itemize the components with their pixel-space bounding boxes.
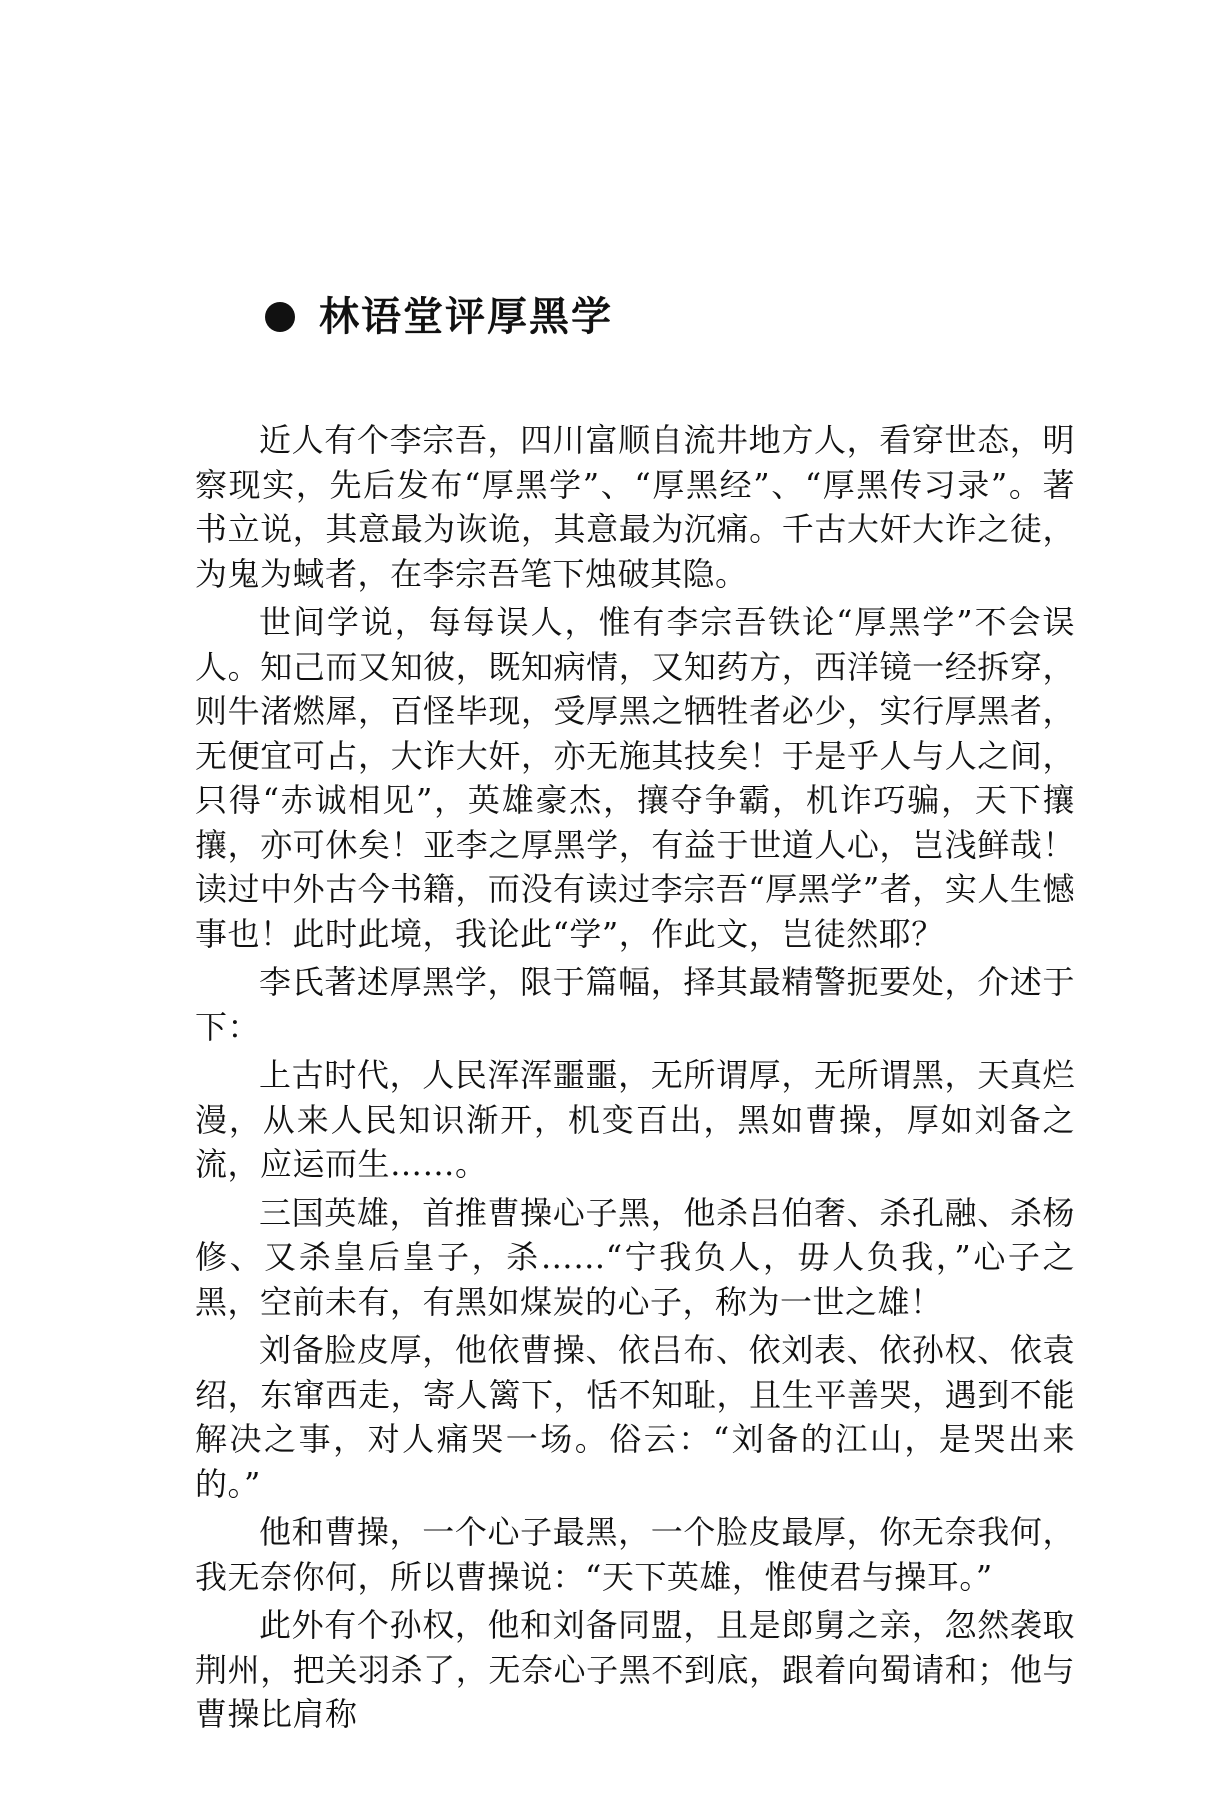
paragraph: 近人有个李宗吾，四川富顺自流井地方人，看穿世态，明察现实，先后发布“厚黑学”、“厚黑经”、“厚黑传习录”。著书立说，其意最为诙诡，其意最为沉痛。千古大奸大诈之徒，为鬼为蜮者，在李宗吾笔下烛破其隐。: [195, 421, 1075, 593]
paragraph: 李氏著述厚黑学，限于篇幅，择其最精警扼要处，介述于下：: [195, 963, 1075, 1046]
paragraph: 他和曹操，一个心子最黑，一个脸皮最厚，你无奈我何，我无奈你何，所以曹操说：“天下英雄，惟使君与操耳。”: [195, 1513, 1075, 1596]
section-heading: [265, 292, 613, 342]
paragraph: 刘备脸皮厚，他依曹操、依吕布、依刘表、依孙权、依袁绍，东窜西走，寄人篱下，恬不知耻，且生平善哭，遇到不能解决之事，对人痛哭一场。俗云：“刘备的江山，是哭出来的。”: [195, 1331, 1075, 1503]
body-text: [195, 418, 1075, 1741]
paragraph: 此外有个孙权，他和刘备同盟，且是郎舅之亲，忽然袭取荆州，把关羽杀了，无奈心子黑不到底，跟着向蜀请和；他与曹操比肩称: [195, 1606, 1075, 1733]
paragraph: 世间学说，每每误人，惟有李宗吾铁论“厚黑学”不会误人。知己而又知彼，既知病情，又知药方，西洋镜一经拆穿，则牛渚燃犀，百怪毕现，受厚黑之牺牲者必少，实行厚黑者，无便宜可占，大诈大奸，亦无施其技矣！于是乎人与人之间，只得“赤诚相见”，英雄豪杰，攘夺争霸，机诈巧骗，天下攘攘，亦可休矣！亚李之厚黑学，有益于世道人心，岂浅鲜哉！读过中外古今书籍，而没有读过李宗吾“厚黑学”者，实人生憾事也！此时此境，我论此“学”，作此文，岂徒然耶？: [195, 603, 1075, 953]
bullet-icon: [265, 302, 295, 332]
section-title: 林语堂评厚黑学: [319, 294, 613, 340]
paragraph: 三国英雄，首推曹操心子黑，他杀吕伯奢、杀孔融、杀杨修、又杀皇后皇子，杀……“宁我负人，毋人负我，”心子之黑，空前未有，有黑如煤炭的心子，称为一世之雄！: [195, 1193, 1075, 1321]
paragraph: 上古时代，人民浑浑噩噩，无所谓厚，无所谓黑，天真烂漫，从来人民知识渐开，机变百出，黑如曹操，厚如刘备之流，应运而生……。: [195, 1056, 1075, 1183]
